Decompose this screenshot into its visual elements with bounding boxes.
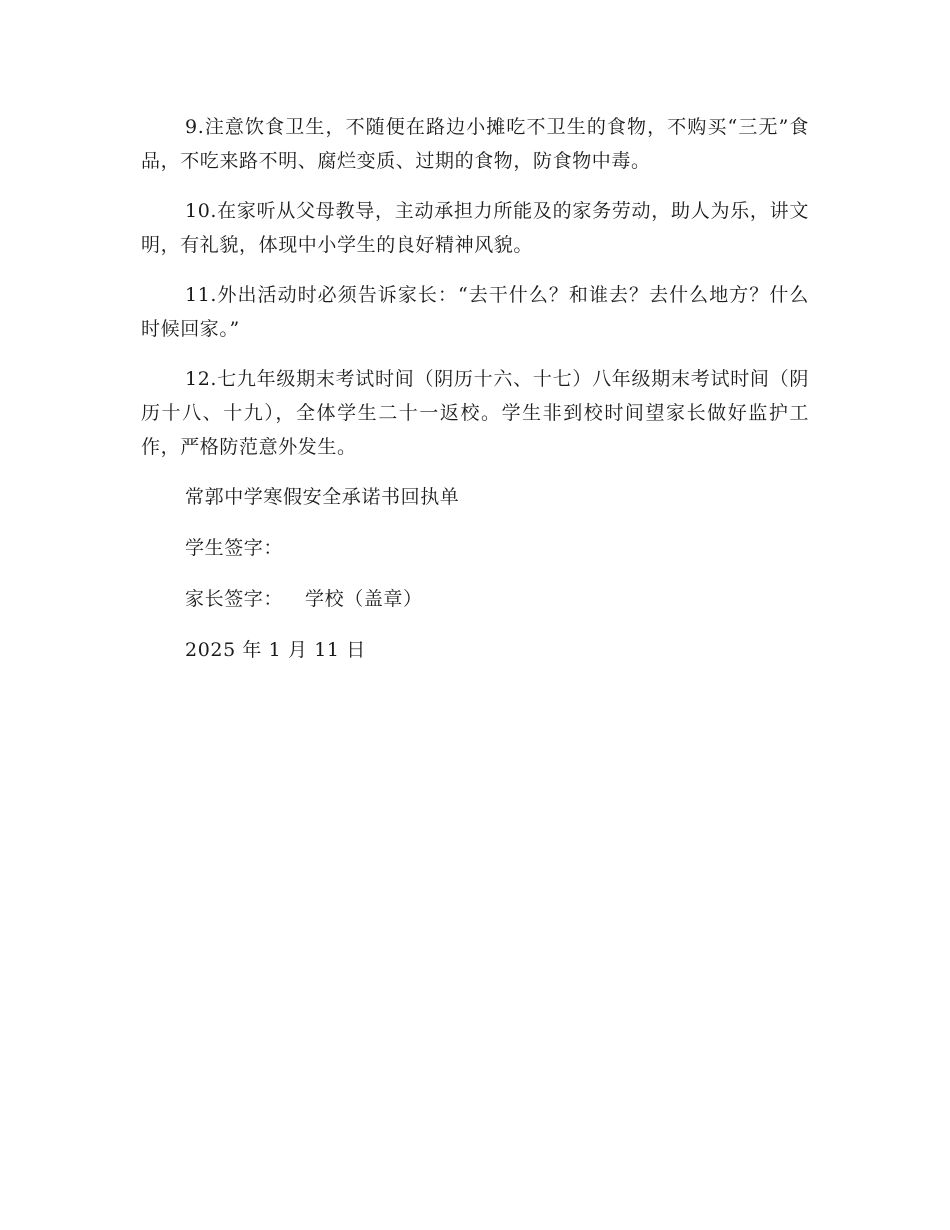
receipt-title: 常郭中学寒假安全承诺书回执单 xyxy=(185,486,460,508)
student-signature-line: 学生签字： xyxy=(185,537,284,559)
receipt-date: 2025 年 1 月 11 日 xyxy=(185,639,366,661)
item-11: 11.外出活动时必须告诉家长：“去干什么？和谁去？去什么地方？什么时候回家。” xyxy=(141,284,809,340)
parent-signature-line xyxy=(141,582,809,616)
item-9: 9.注意饮食卫生，不随便在路边小摊吃不卫生的食物，不购买“三无”食品，不吃来路不明、腐烂变质、过期的食物，防食物中毒。 xyxy=(141,116,809,172)
parent-signature-label: 家长签字： xyxy=(185,588,284,610)
document-body xyxy=(141,110,809,684)
school-seal-label: 学校（盖章） xyxy=(305,588,423,610)
item-10: 10.在家听从父母教导，主动承担力所能及的家务劳动，助人为乐，讲文明，有礼貌，体现中小学生的良好精神风貌。 xyxy=(141,200,809,256)
item-12: 12.七九年级期末考试时间（阴历十六、十七）八年级期末考试时间（阴历十八、十九），全体学生二十一返校。学生非到校时间望家长做好监护工作，严格防范意外发生。 xyxy=(141,368,809,458)
